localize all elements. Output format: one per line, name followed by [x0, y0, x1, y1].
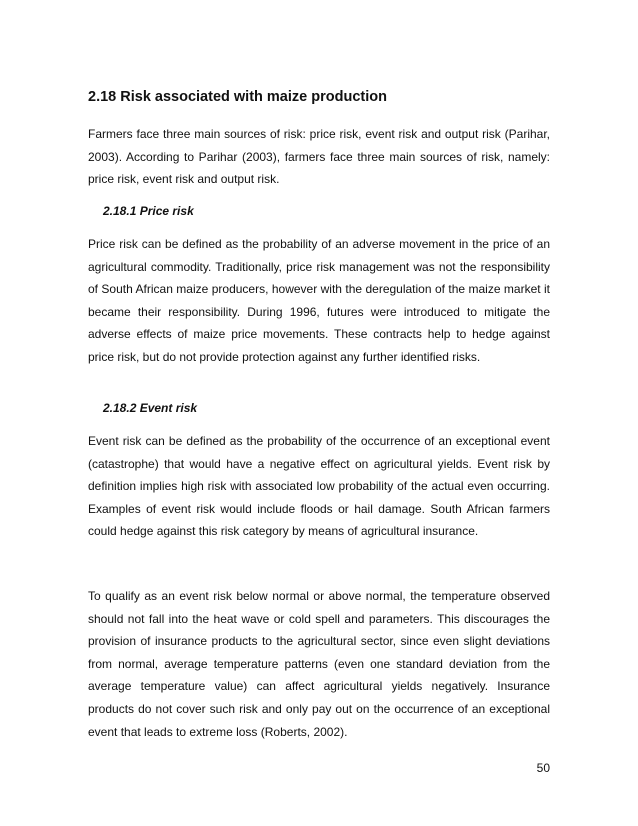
- event-risk-paragraph: Event risk can be defined as the probability of the occurrence of an exceptional event (catastrophe) that would have a negative effect on agricultural yields. Event risk by definition implies high risk with associated low probability of the actual even occurring. Examples of event risk would include floods or hail damage. South African farmers could hedge against this risk category by means of agricultural insurance.: [88, 434, 550, 539]
- section-title: 2.18 Risk associated with maize production: [88, 89, 387, 105]
- price-risk-paragraph: Price risk can be defined as the probability of an adverse movement in the price of an agricultural commodity. Traditionally, price risk management was not the responsibility of South African maize producers, however with the deregulation of the maize market it became their responsibility. During 1996, futures were introduced to mitigate the adverse effects of maize price movements. These contracts help to hedge against price risk, but do not provide protection against any further identified risks.: [88, 237, 550, 364]
- document-page: [88, 0, 550, 826]
- event-risk-paragraph-2: To qualify as an event risk below normal or above normal, the temperature observed should not fall into the heat wave or cold spell and parameters. This discourages the provision of insurance products to the agricultural sector, since even slight deviations from normal, average temperature patterns (even one standard deviation from the average temperature value) can affect agricultural yields negatively. Insurance products do not cover such risk and only pay out on the occurrence of an exceptional event that leads to extreme loss (Roberts, 2002).: [88, 589, 550, 739]
- page-number: 50: [536, 761, 550, 775]
- subheading-event-risk: 2.18.2 Event risk: [103, 401, 198, 415]
- subheading-price-risk: 2.18.1 Price risk: [103, 204, 194, 218]
- intro-paragraph: Farmers face three main sources of risk: price risk, event risk and output risk (Parihar, 2003). According to Parihar (2003), farmers face three main sources of risk, namely: price risk, event risk and output risk.: [88, 127, 550, 187]
